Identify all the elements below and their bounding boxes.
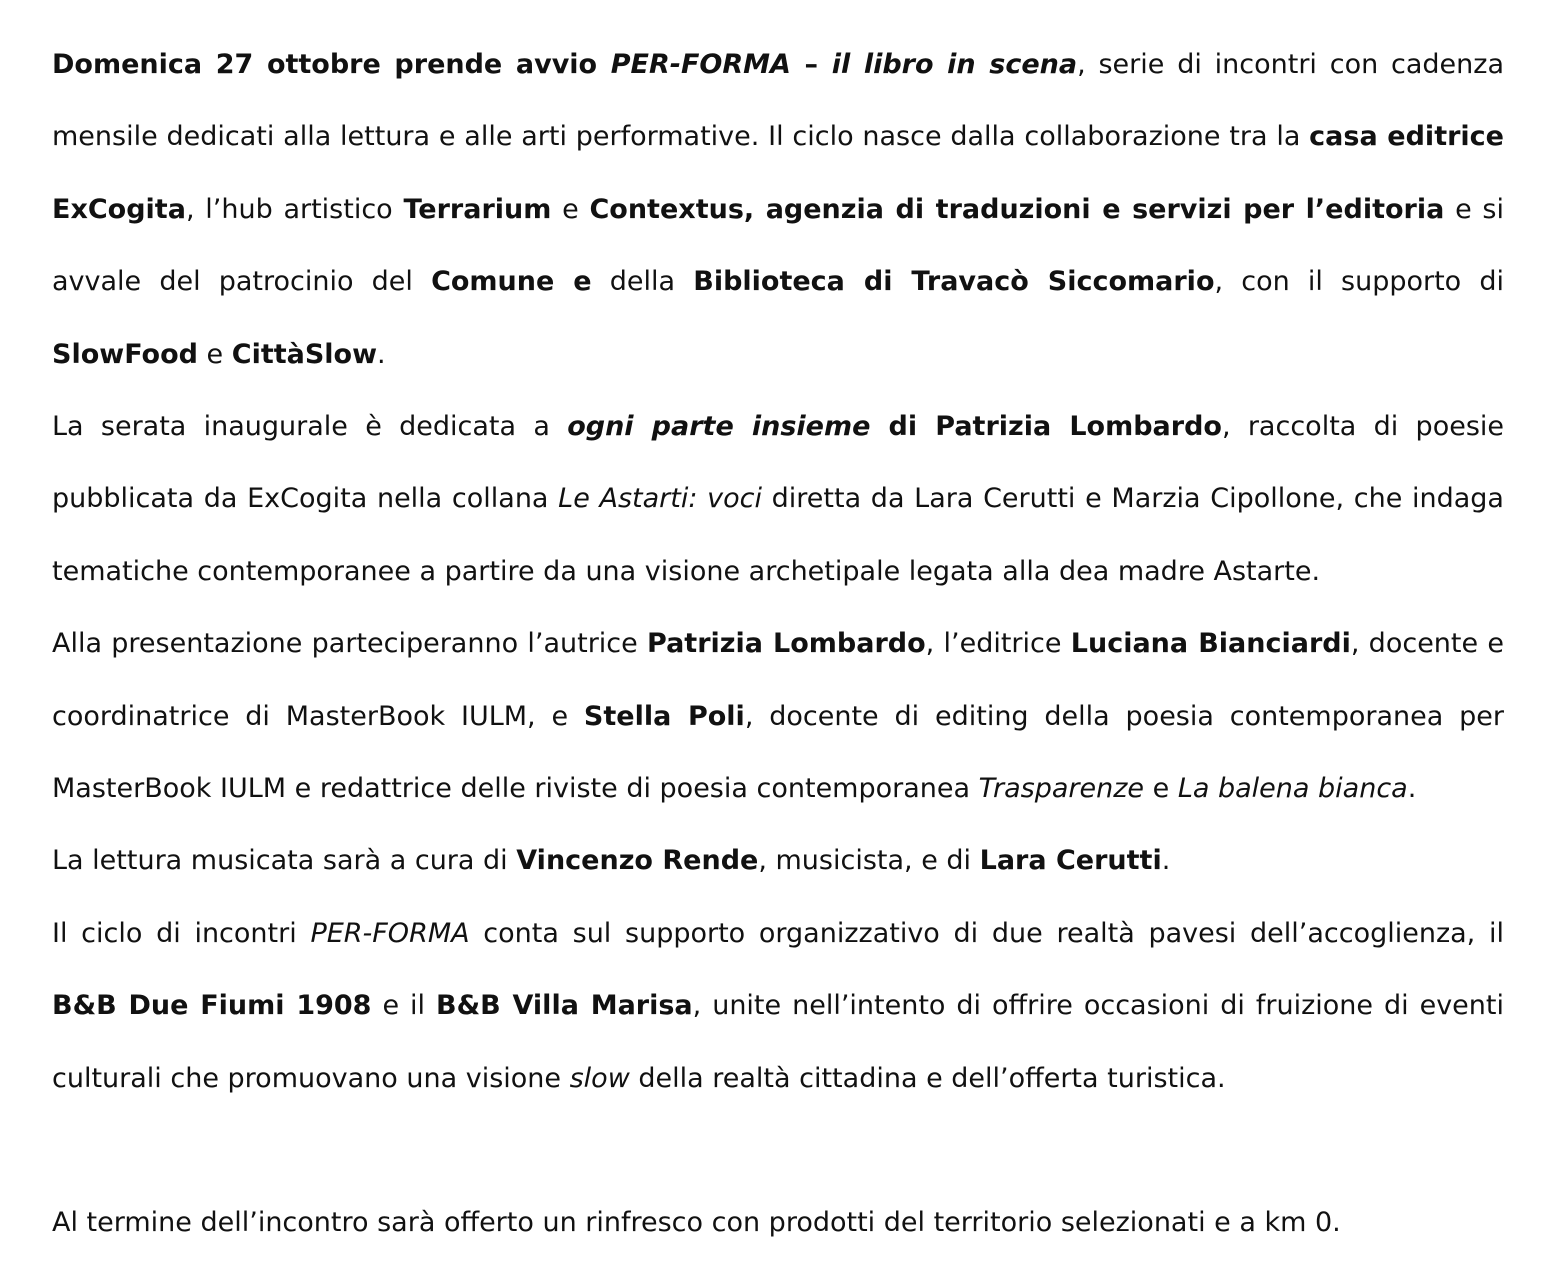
text-regular: conta sul supporto organizzativo di due realtà pavesi dell’accoglienza, il xyxy=(469,917,1504,949)
text-bold-italic: il libro in scena xyxy=(831,49,1078,80)
text-bold: Contextus, agenzia di traduzioni e servizi per l’editoria xyxy=(589,193,1445,225)
text-regular: . xyxy=(1407,773,1417,805)
text-italic: PER-FORMA xyxy=(310,917,470,949)
text-regular: diretta da Lara Cerutti e Marzia Cipollone, che indaga tematiche contemporanee a partire da una visione archetipale legata alla dea madre Astarte. xyxy=(52,483,1504,587)
text-regular: della realtà cittadina e dell’offerta turistica. xyxy=(629,1062,1226,1094)
text-regular: La serata inaugurale è dedicata a xyxy=(52,411,568,443)
text-italic: La balena bianca xyxy=(1177,773,1408,805)
text-bold-italic: PER-FORMA xyxy=(610,49,791,80)
text-regular: La lettura musicata sarà a cura di xyxy=(52,845,517,877)
text-bold: Vincenzo Rende xyxy=(516,845,759,877)
text-regular: Alla presentazione parteciperanno l’autrice xyxy=(52,628,648,660)
text-bold: Comune xyxy=(431,266,555,298)
text-bold: B&B Villa Marisa xyxy=(436,990,693,1022)
text-regular: , l’editrice xyxy=(925,628,1071,660)
text-italic: Le Astarti: voci xyxy=(558,483,762,515)
text-bold: B&B Due Fiumi 1908 xyxy=(52,990,372,1022)
text-regular: , raccolta di poesie pubblicata da ExCogita nella collana xyxy=(52,411,1505,515)
paragraph-reading xyxy=(52,825,1504,897)
paragraph-inaugural-evening xyxy=(52,391,1504,608)
text-bold: Stella Poli xyxy=(583,700,745,732)
text-bold: SlowFood xyxy=(52,338,198,370)
text-regular: , serie di incontri con cadenza mensile dedicati alla lettura e alle arti performative. Il ciclo nasce dalla collaborazione tra la xyxy=(52,49,1504,153)
text-bold: CittàSlow xyxy=(231,338,378,370)
text-bold-italic: ogni parte insieme xyxy=(567,411,871,443)
text-bold: – xyxy=(790,49,832,80)
text-regular: , l’hub artistico xyxy=(185,193,404,225)
text-regular: . xyxy=(1161,845,1171,877)
text-italic: slow xyxy=(569,1062,630,1094)
text-bold: Lara Cerutti xyxy=(979,845,1162,877)
text-regular: e xyxy=(551,193,590,225)
text-bold: Biblioteca di Travacò Siccomario xyxy=(693,266,1215,298)
text-regular: . xyxy=(377,338,386,370)
text-regular: e il xyxy=(371,990,437,1022)
paragraph-spacer xyxy=(52,1115,1504,1187)
paragraph-organization xyxy=(52,898,1504,1115)
text-regular: Il ciclo di incontri xyxy=(52,917,311,949)
paragraph-refreshment xyxy=(52,1187,1504,1259)
text-regular: , docente di editing della poesia contemporanea per MasterBook IULM e redattrice delle riviste di poesia contemporanea xyxy=(52,700,1504,805)
text-regular: Al termine dell’incontro sarà offerto un rinfresco con prodotti del territorio selezionati e a km 0. xyxy=(52,1207,1341,1239)
text-italic: Trasparenze xyxy=(978,773,1145,805)
text-bold: Patrizia Lombardo xyxy=(647,628,926,660)
press-release-body xyxy=(52,29,1504,1260)
paragraph-participants xyxy=(52,608,1504,825)
paragraph-announcement xyxy=(52,29,1504,391)
text-bold: di Patrizia Lombardo xyxy=(870,411,1222,443)
text-regular: , docente e coordinatrice di MasterBook IULM, e xyxy=(52,628,1504,732)
text-regular: e xyxy=(197,338,232,370)
text-bold: casa editrice ExCogita xyxy=(52,121,1504,225)
text-bold: e xyxy=(554,266,592,298)
text-regular: , con il supporto di xyxy=(1214,266,1504,298)
text-regular: , unite nell’intento di offrire occasioni di fruizione di eventi culturali che promuovano una visione xyxy=(52,990,1504,1094)
text-bold: Domenica 27 ottobre prende avvio xyxy=(52,49,611,80)
text-bold: Terrarium xyxy=(403,193,552,225)
text-bold: Luciana Bianciardi xyxy=(1070,628,1351,660)
text-regular: e si avvale del patrocinio del xyxy=(52,193,1504,298)
text-regular: e xyxy=(1144,773,1178,805)
text-regular: della xyxy=(591,266,694,298)
text-regular: , musicista, e di xyxy=(758,845,980,877)
